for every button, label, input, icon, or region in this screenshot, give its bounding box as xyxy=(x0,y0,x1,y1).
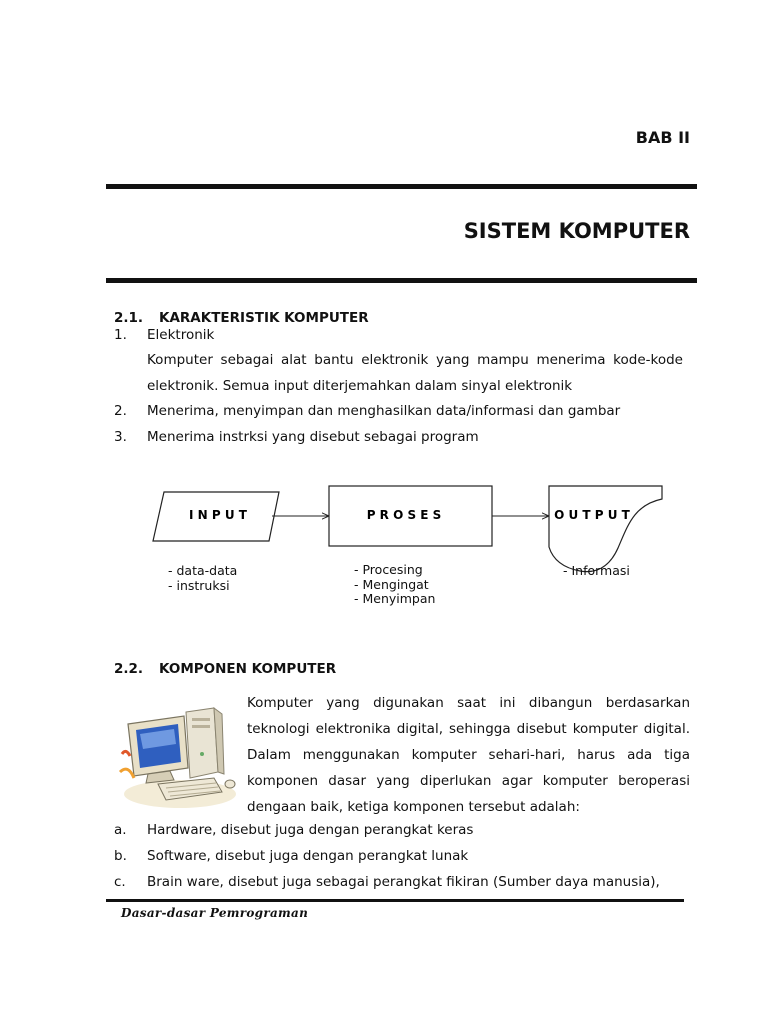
list-item-text: Menerima instrksi yang disebut sebagai program xyxy=(147,429,479,445)
output-label: O U T P U T xyxy=(554,508,630,522)
section-title: KOMPONEN KOMPUTER xyxy=(159,661,337,677)
list-item xyxy=(114,822,473,838)
paragraph-line: komponen dasar yang diperlukan agar komputer beroperasi xyxy=(247,773,690,789)
paragraph-line: Komputer sebagai alat bantu elektronik yang mampu menerima kode-kode xyxy=(147,352,683,368)
section-title: KARAKTERISTIK KOMPUTER xyxy=(159,310,369,326)
footer-text: Dasar-dasar Pemrograman xyxy=(121,906,309,920)
proses-label: P R O S E S xyxy=(366,508,442,522)
list-item-text: Hardware, disebut juga dengan perangkat keras xyxy=(147,822,474,838)
list-marker: 2. xyxy=(114,403,127,419)
list-marker: a. xyxy=(114,822,127,838)
list-item-text: Elektronik xyxy=(147,327,215,343)
list-item xyxy=(114,874,660,890)
section-heading-2-2 xyxy=(114,661,336,677)
paragraph-line: dengaan baik, ketiga komponen tersebut adalah: xyxy=(247,799,580,815)
paragraph-line: Komputer yang digunakan saat ini dibangun berdasarkan xyxy=(247,695,690,711)
list-item-text: Menerima, menyimpan dan menghasilkan data/informasi dan gambar xyxy=(147,403,621,419)
proses-notes: - Procesing - Mengingat - Menyimpan xyxy=(354,562,436,606)
list-item xyxy=(114,848,468,864)
output-shape xyxy=(549,486,662,572)
computer-illustration xyxy=(118,694,240,812)
list-marker: b. xyxy=(114,848,127,864)
list-marker: 1. xyxy=(114,327,127,343)
paragraph-line: Dalam menggunakan komputer sehari-hari, harus ada tiga xyxy=(247,747,690,763)
paragraph-line: teknologi elektronika digital, sehingga disebut komputer digital. xyxy=(247,721,690,737)
input-label: I N P U T xyxy=(189,508,247,522)
paragraph-line: elektronik. Semua input diterjemahkan dalam sinyal elektronik xyxy=(147,378,573,394)
list-item-text: Brain ware, disebut juga sebagai perangkat fikiran (Sumber daya manusia), xyxy=(147,874,660,890)
footer-rule xyxy=(106,899,684,902)
section-number: 2.1. xyxy=(114,310,144,326)
chapter-label: BAB II xyxy=(635,128,690,147)
page-title: SISTEM KOMPUTER xyxy=(463,219,690,243)
list-marker: 3. xyxy=(114,429,127,445)
list-item-text: Software, disebut juga dengan perangkat lunak xyxy=(147,848,469,864)
list-marker: c. xyxy=(114,874,126,890)
output-notes: - Informasi xyxy=(563,563,630,578)
section-number: 2.2. xyxy=(114,661,144,677)
section-paragraph xyxy=(247,690,690,820)
input-notes: - data-data - instruksi xyxy=(168,563,238,593)
